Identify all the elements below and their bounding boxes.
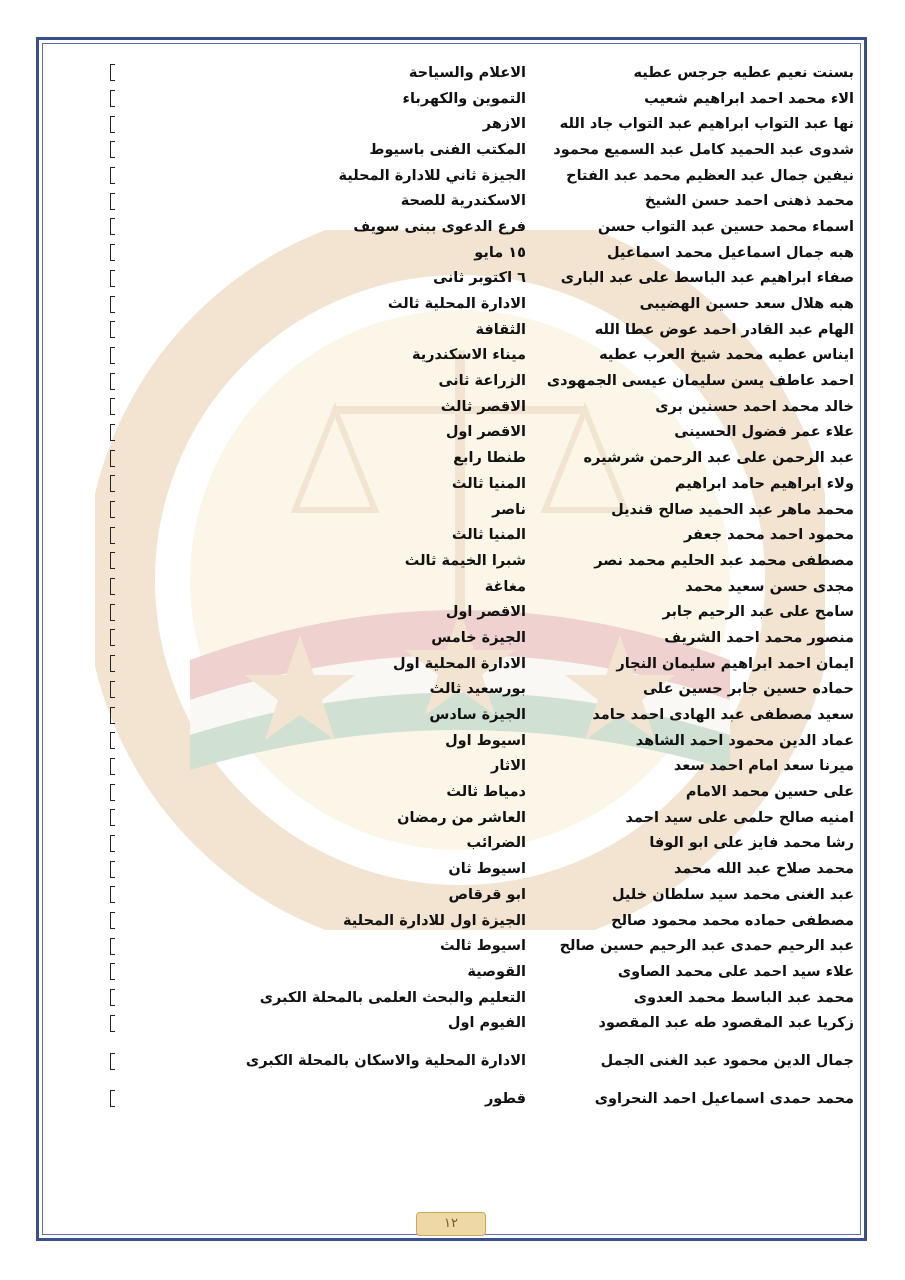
table-row — [108, 163, 854, 189]
checkbox-bracket-icon — [110, 784, 115, 801]
employee-name: هبه هلال سعد حسين الهضيبى — [639, 296, 854, 313]
department: ١٥ مايو — [474, 244, 526, 261]
checkbox-bracket-icon — [110, 501, 115, 518]
employee-name: محمد صلاح عبد الله محمد — [673, 861, 854, 878]
employee-name: علاء سيد احمد على محمد الصاوى — [617, 963, 854, 980]
employee-name: عبد الغنى محمد سيد سلطان خليل — [611, 886, 854, 903]
checkbox-bracket-icon — [110, 296, 115, 313]
employee-name: مجدى حسن سعيد محمد — [685, 578, 854, 595]
department: ناصر — [492, 501, 526, 518]
table-row — [108, 317, 854, 343]
checkbox-bracket-icon — [110, 604, 115, 621]
department: الضرائب — [466, 835, 526, 852]
employee-name: علاء عمر فضول الحسينى — [674, 424, 854, 441]
department: التموين والكهرباء — [402, 90, 526, 107]
table-row — [108, 702, 854, 728]
checkbox-bracket-icon — [110, 475, 115, 492]
checkbox-cell — [108, 831, 230, 857]
table-row — [108, 625, 854, 651]
table-row — [108, 420, 854, 446]
checkbox-cell — [108, 60, 230, 86]
checkbox-cell — [108, 908, 230, 934]
employee-name: ايمان احمد ابراهيم سليمان النجار — [616, 655, 854, 672]
checkbox-cell — [108, 985, 230, 1011]
checkbox-bracket-icon — [110, 861, 115, 878]
checkbox-cell — [108, 188, 230, 214]
employee-name: محمد ماهر عبد الحميد صالح قنديل — [611, 501, 854, 518]
checkbox-cell — [108, 445, 230, 471]
checkbox-cell — [108, 471, 230, 497]
department: الزراعة ثانى — [438, 373, 526, 390]
department: الاثار — [490, 758, 526, 775]
table-row — [108, 985, 854, 1011]
checkbox-cell — [108, 574, 230, 600]
checkbox-bracket-icon — [110, 347, 115, 364]
department: شبرا الخيمة ثالث — [404, 552, 526, 569]
department: المكتب الفنى باسيوط — [369, 141, 526, 158]
employee-name: نها عبد التواب ابراهيم عبد التواب جاد الله — [559, 116, 854, 133]
checkbox-cell — [108, 882, 230, 908]
employee-name: محمد ذهنى احمد حسن الشيخ — [644, 193, 854, 210]
department: الاقصر ثالث — [440, 398, 526, 415]
checkbox-bracket-icon — [110, 167, 115, 184]
department: مغاغة — [484, 578, 526, 595]
department: ميناء الاسكندرية — [411, 347, 526, 364]
table-row — [108, 266, 854, 292]
table-row — [108, 60, 854, 86]
department: بورسعيد ثالث — [429, 681, 526, 698]
employee-name: زكريا عبد المقصود طه عبد المقصود — [598, 1015, 854, 1032]
checkbox-cell — [108, 368, 230, 394]
department: التعليم والبحث العلمى بالمحلة الكبرى — [259, 989, 526, 1006]
checkbox-cell — [108, 1086, 230, 1112]
table-row — [108, 548, 854, 574]
checkbox-cell — [108, 394, 230, 420]
checkbox-bracket-icon — [110, 244, 115, 261]
checkbox-bracket-icon — [110, 655, 115, 672]
checkbox-bracket-icon — [110, 527, 115, 544]
checkbox-bracket-icon — [110, 989, 115, 1006]
department: الجيزة خامس — [431, 629, 526, 646]
table-row — [108, 471, 854, 497]
employee-name: احمد عاطف يسن سليمان عيسى الجمهودى — [546, 373, 854, 390]
table-row — [108, 497, 854, 523]
table-row — [108, 137, 854, 163]
department: العاشر من رمضان — [397, 809, 526, 826]
checkbox-cell — [108, 651, 230, 677]
department: الادارة المحلية ثالث — [387, 296, 526, 313]
checkbox-bracket-icon — [110, 424, 115, 441]
table-row — [108, 856, 854, 882]
department: اسيوط اول — [445, 732, 526, 749]
checkbox-bracket-icon — [110, 886, 115, 903]
table-row — [108, 805, 854, 831]
checkbox-bracket-icon — [110, 270, 115, 287]
table-row — [108, 882, 854, 908]
table-row — [108, 728, 854, 754]
checkbox-bracket-icon — [110, 90, 115, 107]
checkbox-cell — [108, 522, 230, 548]
checkbox-cell — [108, 137, 230, 163]
table-row — [108, 908, 854, 934]
department: الاقصر اول — [445, 604, 526, 621]
table-row — [108, 522, 854, 548]
department: الثقافة — [475, 321, 526, 338]
checkbox-bracket-icon — [110, 707, 115, 724]
employee-name: سامح على عبد الرحيم جابر — [662, 604, 854, 621]
checkbox-bracket-icon — [110, 578, 115, 595]
department: اسيوط ثالث — [439, 938, 526, 955]
department: فرع الدعوى ببنى سويف — [353, 218, 526, 235]
checkbox-bracket-icon — [110, 732, 115, 749]
checkbox-cell — [108, 266, 230, 292]
employee-name: حماده حسين جابر حسين على — [642, 681, 854, 698]
checkbox-bracket-icon — [110, 938, 115, 955]
employee-name: عبد الرحمن على عبد الرحمن شرشيره — [583, 450, 854, 467]
department: الجيزة سادس — [429, 707, 526, 724]
employee-name: سعيد مصطفى عبد الهادى احمد حامد — [592, 707, 854, 724]
table-row — [108, 959, 854, 985]
checkbox-bracket-icon — [110, 552, 115, 569]
checkbox-bracket-icon — [110, 963, 115, 980]
employee-name: الاء محمد احمد ابراهيم شعيب — [644, 90, 854, 107]
checkbox-bracket-icon — [110, 681, 115, 698]
checkbox-cell — [108, 111, 230, 137]
checkbox-bracket-icon — [110, 1015, 115, 1032]
department: المنيا ثالث — [451, 527, 526, 544]
employee-name: محمود احمد محمد جعفر — [684, 527, 854, 544]
employee-name: جمال الدين محمود عبد الغنى الجمل — [600, 1053, 854, 1070]
table-row — [108, 394, 854, 420]
employee-name: عماد الدين محمود احمد الشاهد — [635, 732, 854, 749]
checkbox-cell — [108, 548, 230, 574]
employee-roster-table — [108, 60, 854, 1112]
department: القوصية — [467, 963, 526, 980]
employee-name: ايناس عطيه محمد شيخ العرب عطيه — [599, 347, 854, 364]
employee-name: محمد حمدى اسماعيل احمد النحراوى — [594, 1090, 854, 1107]
table-row — [108, 240, 854, 266]
checkbox-cell — [108, 677, 230, 703]
table-row — [108, 445, 854, 471]
checkbox-bracket-icon — [110, 450, 115, 467]
checkbox-cell — [108, 291, 230, 317]
employee-name: منصور محمد احمد الشريف — [664, 629, 854, 646]
checkbox-cell — [108, 497, 230, 523]
employee-name: نيفين جمال عبد العظيم محمد عبد الفتاح — [566, 167, 854, 184]
checkbox-cell — [108, 240, 230, 266]
checkbox-bracket-icon — [110, 116, 115, 133]
checkbox-cell — [108, 625, 230, 651]
checkbox-cell — [108, 86, 230, 112]
table-row — [108, 599, 854, 625]
checkbox-cell — [108, 856, 230, 882]
checkbox-bracket-icon — [110, 64, 115, 81]
department: قطور — [484, 1090, 526, 1107]
checkbox-cell — [108, 1036, 230, 1086]
checkbox-bracket-icon — [110, 1053, 115, 1070]
table-row — [108, 651, 854, 677]
department: الاقصر اول — [445, 424, 526, 441]
page-number: ١٢ — [416, 1212, 486, 1236]
checkbox-bracket-icon — [110, 218, 115, 235]
department: الجيزة اول للادارة المحلية — [342, 912, 526, 929]
employee-name: على حسين محمد الامام — [685, 784, 854, 801]
employee-name: الهام عبد القادر احمد عوض عطا الله — [594, 321, 854, 338]
checkbox-cell — [108, 420, 230, 446]
table-row — [108, 831, 854, 857]
department: اسيوط ثان — [448, 861, 526, 878]
table-row — [108, 1036, 854, 1086]
checkbox-cell — [108, 214, 230, 240]
table-row — [108, 779, 854, 805]
checkbox-cell — [108, 728, 230, 754]
checkbox-cell — [108, 779, 230, 805]
table-row — [108, 1010, 854, 1036]
checkbox-bracket-icon — [110, 758, 115, 775]
checkbox-cell — [108, 805, 230, 831]
employee-name: بسنت نعيم عطيه جرجس عطيه — [633, 64, 854, 81]
employee-name: محمد عبد الباسط محمد العدوى — [633, 989, 854, 1006]
table-row — [108, 343, 854, 369]
table-row — [108, 111, 854, 137]
employee-name: شدوى عبد الحميد كامل عبد السميع محمود — [553, 141, 854, 158]
checkbox-cell — [108, 959, 230, 985]
table-row — [108, 214, 854, 240]
department: ٦ اكتوبر ثانى — [433, 270, 526, 287]
checkbox-cell — [108, 163, 230, 189]
department: ابو قرقاص — [448, 886, 526, 903]
checkbox-bracket-icon — [110, 193, 115, 210]
department: الادارة المحلية اول — [393, 655, 526, 672]
checkbox-bracket-icon — [110, 321, 115, 338]
employee-name: ميرنا سعد امام احمد سعد — [673, 758, 854, 775]
employee-name: اسماء محمد حسين عبد التواب حسن — [597, 218, 854, 235]
employee-name: ولاء ابراهيم حامد ابراهيم — [674, 475, 854, 492]
employee-name: مصطفى محمد عبد الحليم محمد نصر — [594, 552, 854, 569]
table-row — [108, 677, 854, 703]
department: المنيا ثالث — [451, 475, 526, 492]
table-row — [108, 86, 854, 112]
checkbox-bracket-icon — [110, 912, 115, 929]
checkbox-bracket-icon — [110, 1090, 115, 1107]
checkbox-bracket-icon — [110, 809, 115, 826]
checkbox-cell — [108, 343, 230, 369]
checkbox-cell — [108, 599, 230, 625]
employee-name: عبد الرحيم حمدى عبد الرحيم حسين صالح — [559, 938, 854, 955]
checkbox-bracket-icon — [110, 835, 115, 852]
checkbox-cell — [108, 1010, 230, 1036]
department: الازهر — [482, 116, 526, 133]
department: الاسكندرية للصحة — [400, 193, 526, 210]
employee-name: خالد محمد احمد حسنين برى — [655, 398, 854, 415]
checkbox-bracket-icon — [110, 629, 115, 646]
employee-name: رشا محمد فايز على ابو الوفا — [649, 835, 854, 852]
department: الادارة المحلية والاسكان بالمحلة الكبرى — [245, 1053, 526, 1070]
table-row — [108, 1086, 854, 1112]
employee-name: مصطفى حماده محمد محمود صالح — [611, 912, 854, 929]
table-row — [108, 188, 854, 214]
department: طنطا رابع — [453, 450, 526, 467]
department: الفيوم اول — [447, 1015, 526, 1032]
checkbox-bracket-icon — [110, 373, 115, 390]
checkbox-cell — [108, 702, 230, 728]
checkbox-bracket-icon — [110, 398, 115, 415]
table-row — [108, 933, 854, 959]
roster-body — [108, 60, 854, 1112]
table-row — [108, 368, 854, 394]
table-row — [108, 754, 854, 780]
department: دمياط ثالث — [446, 784, 526, 801]
checkbox-cell — [108, 317, 230, 343]
department: الجيزة ثاني للادارة المحلية — [338, 167, 526, 184]
department: الاعلام والسياحة — [408, 64, 526, 81]
checkbox-cell — [108, 754, 230, 780]
employee-name: امنيه صالح حلمى على سيد احمد — [625, 809, 854, 826]
employee-name: هبه جمال اسماعيل محمد اسماعيل — [606, 244, 854, 261]
checkbox-bracket-icon — [110, 141, 115, 158]
employee-name: صفاء ابراهيم عبد الباسط على عبد البارى — [560, 270, 854, 287]
checkbox-cell — [108, 933, 230, 959]
table-row — [108, 574, 854, 600]
table-row — [108, 291, 854, 317]
